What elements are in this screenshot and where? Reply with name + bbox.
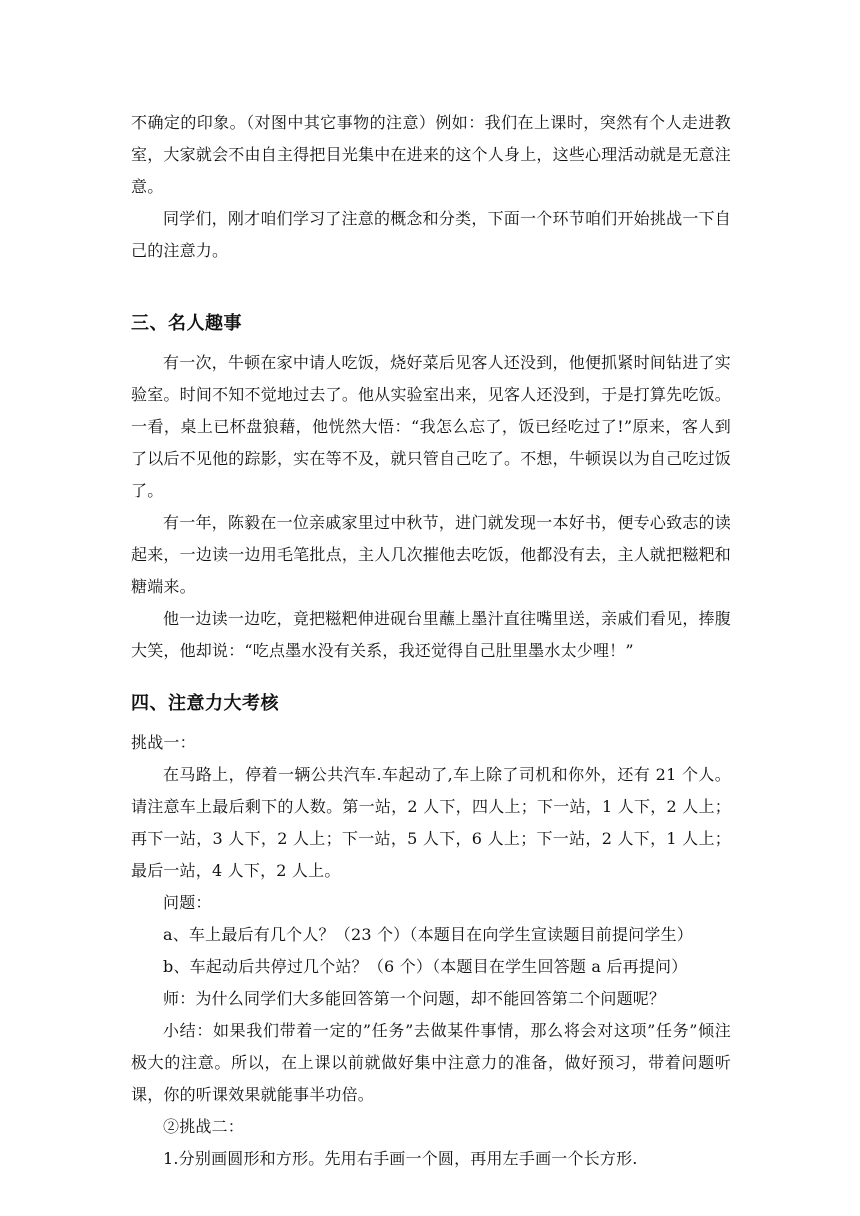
teacher-question: 师：为什么同学们大多能回答第一个问题，却不能回答第二个问题呢？ bbox=[163, 989, 666, 1008]
challenge-two-label: ②挑战二： bbox=[163, 1117, 245, 1136]
challenge-one-text: 在马路上，停着一辆公共汽车.车起动了,车上除了司机和你外，还有 21 个人。请注意车上最后剩下的人数。第一站，2 人下，四人上；下一站，1 人下，2 人上；再下一站，3 人下，2 人上；下一站，5 人下，6 人上；下一站，2 人下，1 人上；最后一站，4 人下，2 人上。 bbox=[131, 765, 731, 880]
summary-paragraph: 小结：如果我们带着一定的”任务”去做某件事情，那么将会对这项”任务”倾注极大的注意。所以，在上课以前就做好集中注意力的准备，做好预习，带着问题听课，你的听课效果就能事半功倍。 bbox=[131, 1021, 731, 1104]
paragraph-chenyi-story-2: 他一边读一边吃，竟把糍粑伸进砚台里蘸上墨汁直往嘴里送，亲戚们看见，捧腹大笑，他却说：“吃点墨水没有关系，我还觉得自己肚里墨水太少哩！” bbox=[131, 609, 731, 660]
paragraph-chenyi-story-1: 有一年，陈毅在一位亲戚家里过中秋节，进门就发现一本好书，便专心致志的读起来，一边读一边用毛笔批点，主人几次摧他去吃饭，他都没有去，主人就把糍粑和糖端来。 bbox=[131, 513, 731, 596]
section-heading-attention-test: 四、注意力大考核 bbox=[131, 693, 279, 714]
paragraph-transition: 同学们，刚才咱们学习了注意的概念和分类，下面一个环节咱们开始挑战一下自己的注意力。 bbox=[131, 209, 731, 260]
question-label: 问题： bbox=[163, 893, 212, 912]
paragraph-intro-continuation: 不确定的印象。（对图中其它事物的注意）例如：我们在上课时，突然有个人走进教室，大家就会不由自主得把目光集中在进来的这个人身上，这些心理活动就是无意注意。 bbox=[131, 113, 731, 196]
question-b: b、车起动后共停过几个站？（6 个）（本题目在学生回答题 a 后再提问） bbox=[163, 957, 688, 976]
challenge-one-label: 挑战一： bbox=[131, 733, 196, 752]
challenge-two-item-1: 1.分别画圆形和方形。先用右手画一个圆，再用左手画一个长方形. bbox=[163, 1149, 638, 1168]
section-heading-famous-stories: 三、名人趣事 bbox=[131, 313, 242, 334]
document-body bbox=[131, 107, 731, 1175]
question-a: a、车上最后有几个人？（23 个）（本题目在向学生宣读题目前提问学生） bbox=[163, 925, 693, 944]
paragraph-newton-story: 有一次，牛顿在家中请人吃饭，烧好菜后见客人还没到，他便抓紧时间钻进了实验室。时间不知不觉地过去了。他从实验室出来，见客人还没到，于是打算先吃饭。一看，桌上已杯盘狼藉，他恍然大悟：“我怎么忘了，饭已经吃过了!”原来，客人到了以后不见他的踪影，实在等不及，就只管自己吃了。不想，牛顿误以为自己吃过饭了。 bbox=[131, 353, 731, 500]
